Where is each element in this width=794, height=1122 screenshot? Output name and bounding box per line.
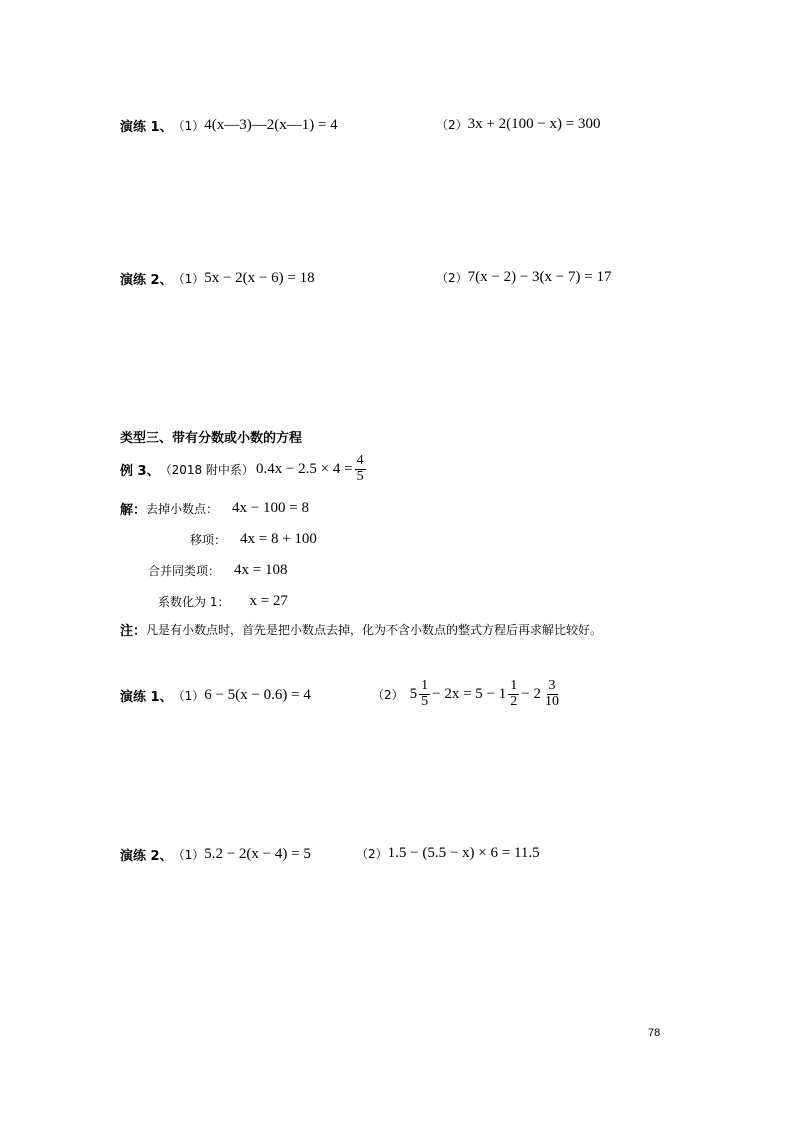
item-number: （1） bbox=[172, 689, 205, 703]
equation: 5.2 − 2(x − 4) = 5 bbox=[204, 846, 311, 862]
fraction: $\frac{3}{10}$ bbox=[545, 678, 559, 709]
step-equation: x = 27 bbox=[249, 593, 288, 609]
step-equation: 4x − 100 = 8 bbox=[232, 500, 309, 516]
equation: 1.5 − (5.5 − x) × 6 = 11.5 bbox=[387, 845, 540, 861]
note-row bbox=[120, 620, 602, 639]
step-text: 移项： bbox=[190, 533, 227, 547]
item-number: （1） bbox=[172, 848, 205, 862]
note-label: 注： bbox=[120, 624, 147, 639]
solution-step-1 bbox=[120, 499, 309, 518]
example-3-row bbox=[120, 454, 368, 484]
item-number: （2） bbox=[356, 847, 388, 861]
equation: 6 − 5(x − 0.6) = 4 bbox=[204, 687, 311, 703]
practice-label: 演练 2、 bbox=[120, 849, 173, 864]
equation: 5x − 2(x − 6) = 18 bbox=[204, 270, 315, 286]
mixed-number-whole: 5 bbox=[409, 685, 418, 702]
solution-step-4 bbox=[158, 593, 288, 610]
step-text: 合并同类项： bbox=[148, 564, 221, 578]
item-number: （1） bbox=[172, 272, 205, 286]
practice-2-row bbox=[120, 845, 311, 864]
solution-step-2 bbox=[190, 531, 317, 548]
equation: 3x + 2(100 − x) = 300 bbox=[467, 116, 601, 132]
page-number: 78 bbox=[648, 1027, 661, 1039]
practice-1-row-b bbox=[436, 116, 601, 133]
practice-1-row bbox=[120, 116, 338, 135]
practice-2-row-b bbox=[436, 269, 611, 286]
practice-label: 演练 1、 bbox=[120, 120, 173, 135]
item-number: （1） bbox=[172, 119, 205, 133]
fraction: $\frac{1}{2}$ bbox=[510, 678, 518, 709]
practice-label: 演练 2、 bbox=[120, 273, 173, 288]
step-text: 去掉小数点： bbox=[146, 502, 219, 516]
example-label: 例 3、 bbox=[120, 463, 160, 479]
example-source: （2018 附中系） bbox=[159, 462, 254, 477]
fraction: $\frac{1}{5}$ bbox=[421, 678, 429, 709]
practice-2-row-b bbox=[356, 845, 540, 862]
equation: 4(x—3)—2(x—1) = 4 bbox=[204, 117, 338, 133]
step-text: 系数化为 1： bbox=[158, 595, 230, 609]
note-text: 凡是有小数点时，首先是把小数点去掉，化为不含小数点的整式方程后再求解比较好。 bbox=[146, 623, 603, 637]
solution-label: 解： bbox=[120, 503, 147, 518]
practice-1-row-b bbox=[372, 679, 563, 709]
item-number: （2） bbox=[436, 271, 468, 285]
step-equation: 4x = 8 + 100 bbox=[240, 531, 317, 547]
practice-1-row bbox=[120, 686, 311, 705]
step-equation: 4x = 108 bbox=[234, 562, 288, 578]
item-number: （2） bbox=[436, 118, 468, 132]
equation: − 2 bbox=[521, 685, 541, 702]
practice-2-row bbox=[120, 269, 315, 288]
equation: 0.4x − 2.5 × 4 = bbox=[255, 460, 353, 477]
item-number: （2） bbox=[372, 687, 404, 702]
section-heading: 类型三、带有分数或小数的方程 bbox=[120, 431, 303, 446]
fraction: $\frac{4}{5}$ bbox=[356, 453, 364, 484]
practice-label: 演练 1、 bbox=[120, 690, 173, 705]
equation: 7(x − 2) − 3(x − 7) = 17 bbox=[467, 269, 612, 285]
solution-step-3 bbox=[148, 562, 287, 579]
equation: − 2x = 5 − 1 bbox=[432, 685, 507, 702]
